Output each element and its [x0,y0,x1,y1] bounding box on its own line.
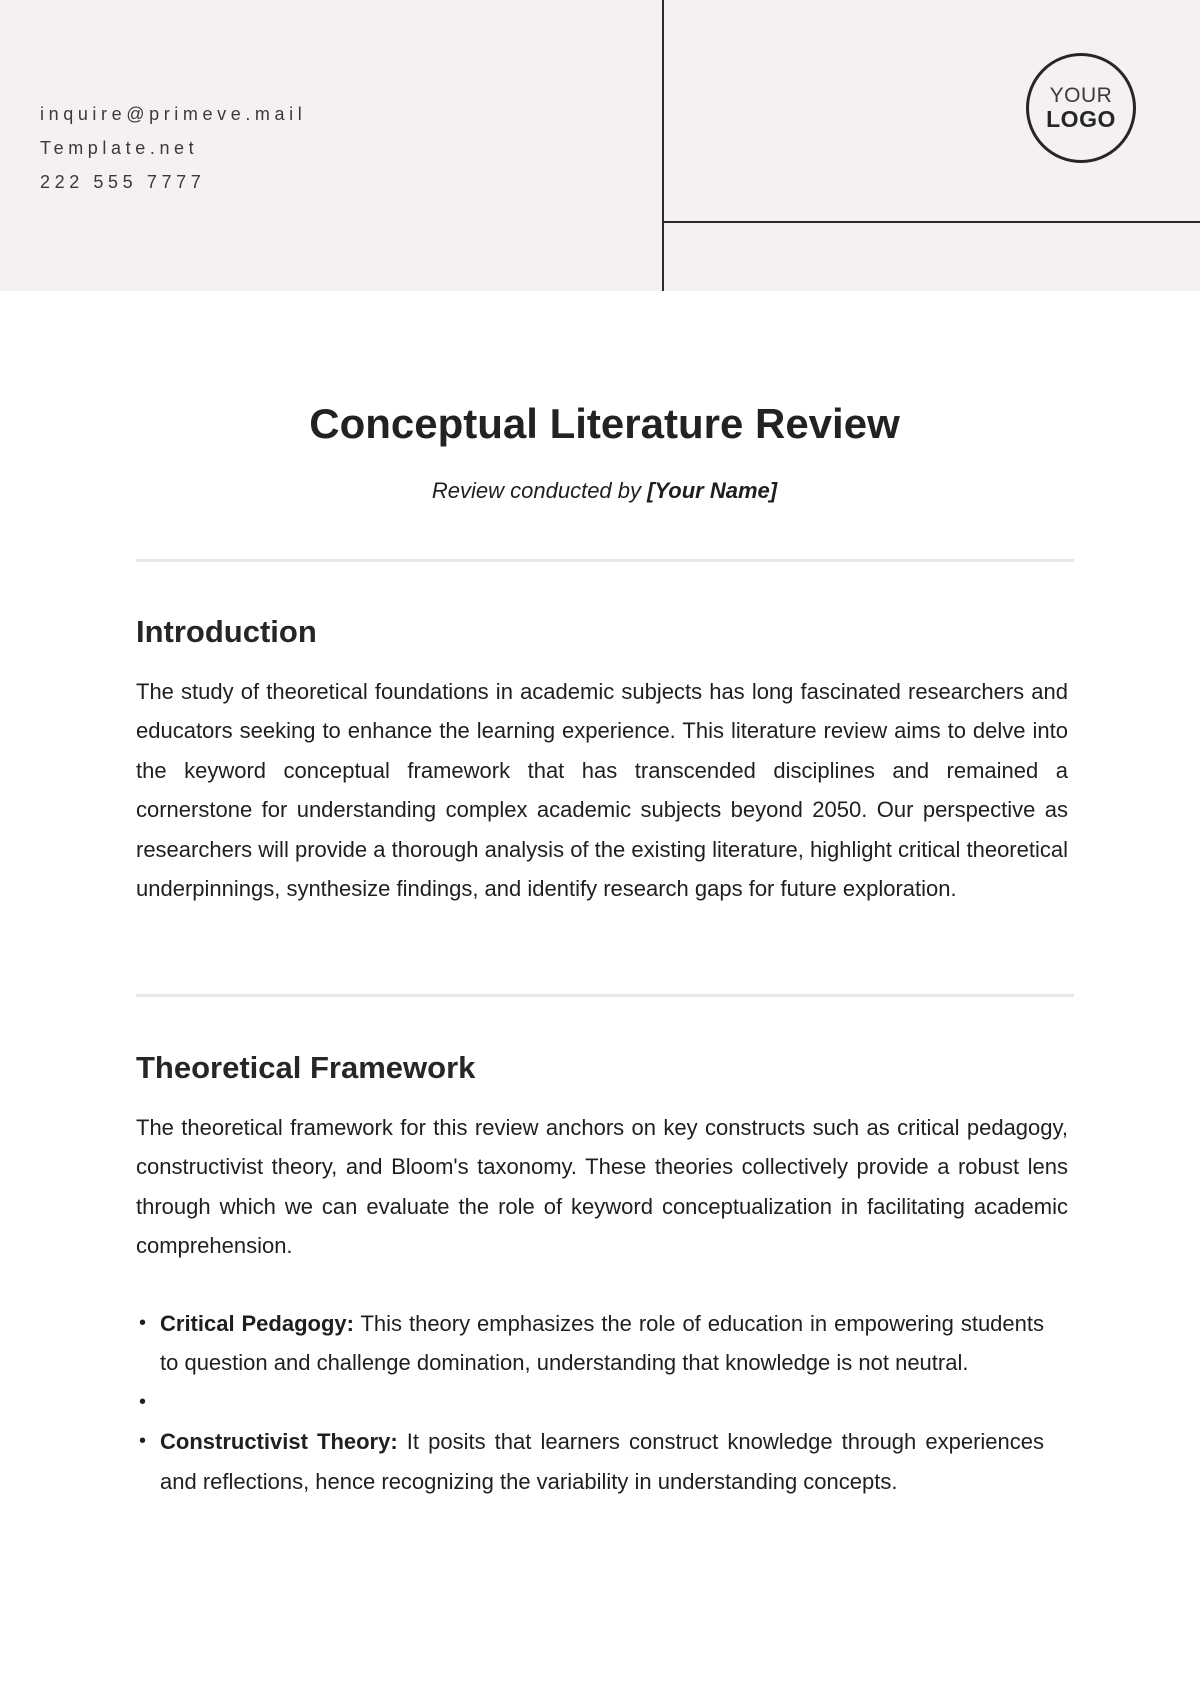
header-vertical-rule [662,0,664,291]
section-heading-theoretical-framework: Theoretical Framework [136,1050,476,1085]
byline-prefix: Review conducted by [431,478,648,503]
theory-list [136,1304,1044,1501]
contact-email: inquire@primeve.mail [40,104,307,124]
introduction-paragraph: The study of theoretical foundations in academic subjects has long fascinated researchers and educators seeking to enhance the learning experience. This literature review aims to delve into the keyword conceptual framework that has transcended disciplines and remained a cornerstone for understanding complex academic subjects beyond 2050. Our perspective as researchers will provide a thorough analysis of the existing literature, highlight critical theoretical underpinnings, synthesize findings, and identify research gaps for future exploration. [136,679,1068,902]
contact-website: Template.net [40,138,199,158]
header-horizontal-rule [663,221,1200,223]
list-item [136,1304,1044,1383]
list-item [136,1383,1044,1422]
byline [0,478,1200,504]
section-heading-introduction: Introduction [136,614,317,649]
list-item-term: Constructivist Theory: [160,1429,398,1455]
contact-phone: 222 555 7777 [40,172,206,192]
list-item [136,1422,1044,1501]
logo-line-1: YOUR [1049,84,1113,107]
list-item-text: It posits that learners construct knowledge through experiences and reflections, hence recognizing the variability in understanding concepts. [160,1429,1044,1494]
list-item-text: This theory emphasizes the role of education in empowering students to question and challenge domination, understanding that knowledge is not neutral. [160,1311,1045,1376]
theoretical-framework-paragraph: The theoretical framework for this review anchors on key constructs such as critical pedagogy, constructivist theory, and Bloom's taxonomy. These theories collectively provide a robust lens through which we can evaluate the role of keyword conceptualization in facilitating academic comprehension. [136,1115,1068,1259]
header-band [0,0,1200,291]
author-name: [Your Name] [647,478,778,503]
document-title: Conceptual Literature Review [309,400,900,447]
logo-line-2: LOGO [1046,106,1116,132]
logo [1026,53,1136,163]
contact-info [40,97,306,199]
divider [136,994,1074,997]
list-item-term: Critical Pedagogy: [160,1311,354,1336]
divider [136,559,1074,562]
